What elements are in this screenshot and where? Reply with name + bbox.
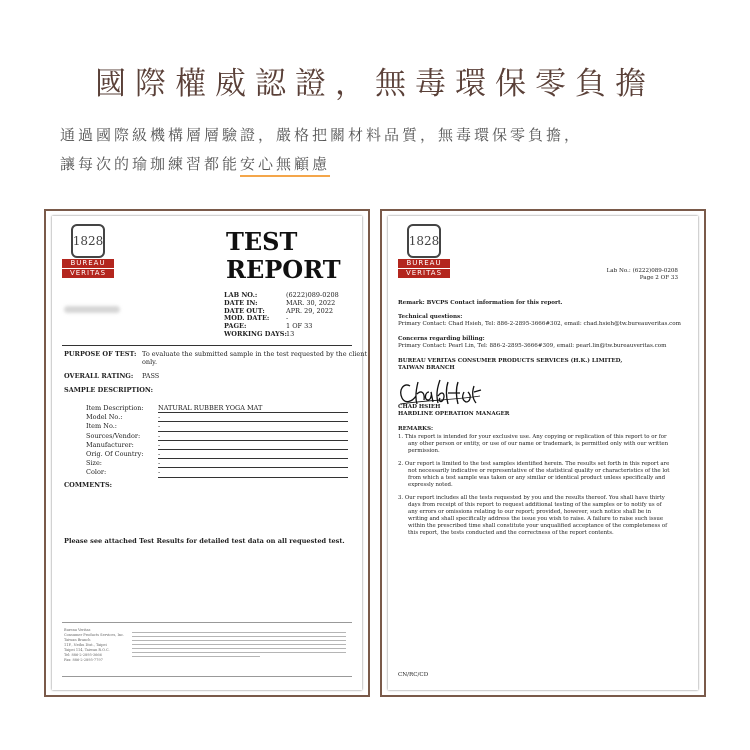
info-row-mod-date: MOD. DATE: -	[224, 314, 289, 323]
signer-block: CHAD HSIEH HARDLINE OPERATION MANAGER	[398, 404, 510, 418]
info-row-working-days: WORKING DAYS:13	[224, 329, 295, 338]
sample-description-label: SAMPLE DESCRIPTION:	[64, 386, 154, 394]
logo-text-top: BUREAU	[398, 259, 450, 268]
info-row-date-in: DATE IN: MAR. 30, 2022	[224, 298, 336, 307]
remarks-label: REMARKS:	[398, 426, 434, 432]
info-row-page: PAGE: 1 OF 33	[224, 322, 313, 331]
footer-fine-print	[132, 632, 346, 660]
report-title-line-2: REPORT	[226, 255, 341, 284]
footer-address: Bureau Veritas Consumer Products Services, Inc. Taiwan Branch 11F., Neihu Dist., Taipei Taipei 114, Taiwan R.O.C. Tel: 886-2-2895-3666 Fax: 886-2-2895-7797	[64, 628, 125, 662]
sample-row: Model No.: -	[86, 413, 348, 422]
overall-rating-value: PASS	[142, 372, 160, 380]
sample-row: Color: -	[86, 468, 348, 477]
redacted-address	[64, 306, 120, 313]
technical-contact: Technical questions: Primary Contact: Chad Hsieh, Tel: 886-2-2895-3666#302, email: chad.hsieh@tw.bureauveritas.com	[398, 314, 681, 328]
remark-item-3: 3. Our report includes all the tests requested by you and the results thereof. You shall have thirty days from receipt of this report to request additional testing of the samples or to notify us of any errors or omissions relating to our report; provided, however, such notice shall be in writing and shall specifically address the issue you wish to raise. A failure to raise such issue within the prescribed time shall constitute your unqualified acceptance of the completeness of this report, the tests conducted and the correctness of the report contents.	[398, 495, 668, 536]
sample-row: Orig. Of Country: -	[86, 450, 348, 459]
report-title	[226, 228, 341, 284]
comments-label: COMMENTS:	[64, 481, 113, 489]
remark-item-1: 1. This report is intended for your exclusive use. Any copying or replication of this report to or for any other person or entity, or use of our name or trademark, is permitted only with our written permission.	[398, 434, 669, 454]
billing-contact: Concerns regarding billing: Primary Contact: Pearl Lin, Tel: 886-2-2895-3666#309, email: pearl.lin@tw.bureauveritas.com	[398, 336, 667, 350]
sample-row: Item No.: -	[86, 422, 348, 431]
footer-bottom-line	[62, 676, 352, 677]
purpose-label: PURPOSE OF TEST:	[64, 350, 137, 358]
sample-description-table	[86, 404, 348, 478]
divider-top	[62, 345, 352, 346]
company-name: BUREAU VERITAS CONSUMER PRODUCTS SERVICES (H.K.) LIMITED, TAIWAN BRANCH	[398, 358, 623, 372]
remarks-list	[398, 434, 670, 543]
seal-icon: 1828	[71, 224, 105, 258]
overall-rating-label: OVERALL RATING:	[64, 372, 134, 380]
subtitle-line-2-prefix: 讓每次的瑜珈練習都能	[60, 155, 241, 173]
page-headline: 國際權威認證，無毒環保零負擔	[95, 66, 655, 102]
remark-item-2: 2. Our report is limited to the test samples identified herein. The results set forth in this report are not necessarily indicative or representative of the statistical quality or characteristics of the lot from which a test sample was taken or any similar or identical product unless specifically and expressly noted.	[398, 461, 670, 488]
report-2-lab-no: Lab No.: (6222)089-0208	[606, 268, 678, 274]
sample-row: Manufacturer: -	[86, 441, 348, 450]
report-title-line-1: TEST	[226, 227, 298, 256]
info-row-date-out: DATE OUT: APR. 29, 2022	[224, 306, 334, 315]
logo-text-bottom: VERITAS	[398, 269, 450, 278]
info-row-lab-no: LAB NO.: (6222)089-0208	[224, 291, 339, 299]
footer-divider	[62, 622, 352, 623]
sample-row: Sources/Vendor: -	[86, 432, 348, 441]
subtitle-highlight: 安心無顧慮	[240, 155, 330, 177]
logo-text-bottom: VERITAS	[62, 269, 114, 278]
report-2-header-refs	[607, 268, 678, 282]
report-2-logo	[398, 224, 450, 278]
sample-row: Item Description: NATURAL RUBBER YOGA MAT	[86, 404, 348, 413]
report-2-footer-code: CN/RC/CD	[398, 672, 429, 678]
purpose-text: To evaluate the submitted sample in the test requested by the client only.	[142, 350, 368, 366]
seal-icon: 1828	[407, 224, 441, 258]
subtitle-line-1: 通過國際級機構層層驗證，嚴格把關材料品質，無毒環保零負擔，	[60, 126, 583, 144]
logo-text-top: BUREAU	[62, 259, 114, 268]
report-2-page-no: Page 2 OF 33	[639, 275, 678, 282]
sample-row: Size: -	[86, 459, 348, 468]
subtitle-line-2	[60, 153, 330, 174]
results-notice: Please see attached Test Results for detailed test data on all requested test.	[64, 537, 345, 545]
report-info-block	[224, 292, 339, 339]
remark-line: Remark: BVCPS Contact information for this report.	[398, 300, 563, 306]
report-1-logo	[62, 224, 114, 278]
